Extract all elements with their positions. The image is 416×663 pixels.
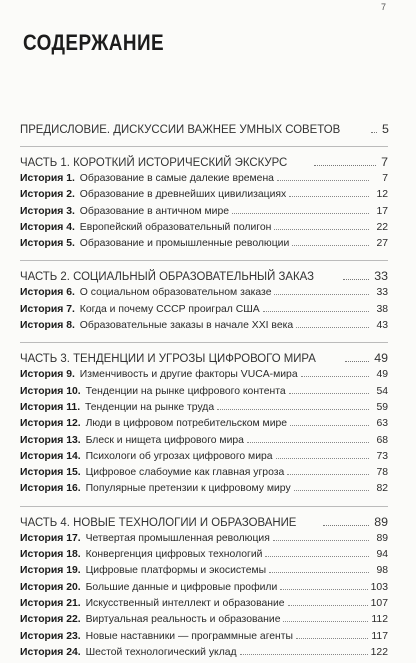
entry-title: Люди в цифровом потребительском мире <box>85 418 288 430</box>
entry-number: История 13. <box>20 434 81 446</box>
entry-number: История 14. <box>20 450 81 462</box>
part-label: ЧАСТЬ 2. СОЦИАЛЬНЫЙ ОБРАЗОВАТЕЛЬНЫЙ ЗАКАЗ <box>20 269 314 284</box>
entry-number: История 15. <box>20 467 81 479</box>
entry-label <box>20 238 289 249</box>
toc-entry <box>20 565 388 581</box>
toc-entry <box>20 598 388 614</box>
entry-title: Искусственный интеллект и образование <box>85 597 285 609</box>
toc-entry <box>20 614 388 630</box>
leader-dots <box>289 393 369 394</box>
entry-title: Конвергенция цифровых технологий <box>85 549 263 561</box>
part-page: 49 <box>374 351 388 366</box>
leader-dots <box>274 294 369 295</box>
entry-number: История 12. <box>20 418 81 430</box>
toc-entry <box>20 647 388 663</box>
section-divider <box>20 342 388 343</box>
entry-page: 33 <box>376 287 388 299</box>
leader-dots <box>273 540 369 541</box>
entry-number: История 6. <box>20 287 75 299</box>
entry-title: Тенденции на рынке труда <box>85 401 215 413</box>
entry-title: Когда и почему СССР проиграл США <box>79 303 260 315</box>
toc-entry <box>20 369 388 385</box>
part-label: ЧАСТЬ 4. НОВЫЕ ТЕХНОЛОГИИ И ОБРАЗОВАНИЕ <box>20 514 297 529</box>
leader-dots <box>296 638 368 639</box>
entry-label <box>20 549 262 560</box>
entry-title: Образование и промышленные революции <box>79 238 290 250</box>
entry-page: 12 <box>376 189 388 201</box>
entry-label <box>20 631 293 642</box>
entry-label <box>20 598 285 609</box>
section-divider <box>20 146 388 147</box>
leader-dots <box>274 229 369 230</box>
running-page-number: 7 <box>380 2 386 12</box>
leader-dots <box>265 556 369 557</box>
leader-dots <box>247 442 369 443</box>
entry-number: История 20. <box>20 581 81 593</box>
leader-dots <box>277 180 369 181</box>
entry-label <box>20 287 271 298</box>
entry-number: История 1. <box>20 173 75 184</box>
toc-entry <box>20 173 388 189</box>
entry-number: История 22. <box>20 614 81 626</box>
toc-entry <box>20 304 388 320</box>
leader-dots <box>292 245 369 246</box>
entry-page: 27 <box>376 238 388 250</box>
entry-page: 38 <box>376 303 388 315</box>
part-label: ЧАСТЬ 1. КОРОТКИЙ ИСТОРИЧЕСКИЙ ЭКСКУРС <box>20 155 288 169</box>
entry-label <box>20 565 266 576</box>
toc-preface <box>20 122 388 140</box>
entry-number: История 23. <box>20 630 81 642</box>
leader-dots <box>288 605 368 606</box>
entry-label <box>20 189 286 200</box>
entry-number: История 4. <box>20 221 75 233</box>
entry-label <box>20 418 287 429</box>
entry-number: История 19. <box>20 565 81 577</box>
entry-title: Цифровые платформы и экосистемы <box>85 565 267 577</box>
entry-number: История 3. <box>20 205 75 217</box>
entry-page: 22 <box>376 221 388 233</box>
entry-page: 63 <box>376 418 388 430</box>
entry-label <box>20 386 286 397</box>
entry-title: Виртуальная реальность и образование <box>85 614 281 626</box>
toc-entry <box>20 320 388 336</box>
leader-dots <box>217 409 369 410</box>
toc-entry <box>20 451 388 467</box>
entry-page: 78 <box>376 467 388 479</box>
toc-entry <box>20 238 388 254</box>
entry-page: 107 <box>370 597 388 609</box>
table-of-contents <box>20 122 388 663</box>
entry-page: 122 <box>370 646 388 658</box>
entry-title: Блеск и нищета цифрового мира <box>85 434 244 446</box>
toc-part <box>20 351 388 369</box>
entry-title: Европейский образовательный полигон <box>79 221 272 233</box>
toc-entry <box>20 467 388 483</box>
toc-entry <box>20 582 388 598</box>
entry-page: 59 <box>376 401 388 413</box>
page-title: СОДЕРЖАНИЕ <box>23 30 165 55</box>
entry-number: История 9. <box>20 369 75 381</box>
entry-label <box>20 614 280 625</box>
entry-label <box>20 467 284 478</box>
leader-dots <box>290 425 369 426</box>
toc-entry <box>20 287 388 303</box>
leader-dots <box>280 589 367 590</box>
leader-dots <box>314 165 377 166</box>
toc-entry <box>20 206 388 222</box>
preface-page: 5 <box>382 122 389 136</box>
entry-number: История 21. <box>20 597 81 609</box>
leader-dots <box>287 474 369 475</box>
entry-page: 54 <box>376 385 388 397</box>
entry-page: 82 <box>376 483 388 495</box>
toc-part <box>20 515 388 533</box>
toc-entry <box>20 189 388 205</box>
entry-title: Изменчивость и другие факторы VUCA-мира <box>79 369 298 381</box>
entry-page: 43 <box>376 320 388 332</box>
entry-page: 94 <box>376 549 388 561</box>
leader-dots <box>276 458 369 459</box>
part-page: 33 <box>374 269 388 284</box>
toc-entry <box>20 631 388 647</box>
toc-entry <box>20 483 388 499</box>
entry-number: История 5. <box>20 238 75 250</box>
leader-dots <box>283 621 368 622</box>
preface-label: ПРЕДИСЛОВИЕ. ДИСКУССИИ ВАЖНЕЕ УМНЫХ СОВЕТОВ <box>20 122 341 136</box>
leader-dots <box>232 213 369 214</box>
entry-page: 112 <box>371 614 388 626</box>
entry-number: История 11. <box>20 401 81 413</box>
part-page: 7 <box>381 155 388 169</box>
entry-label <box>20 369 298 380</box>
toc-entry <box>20 549 388 565</box>
entry-title: Образование в самые далекие времена <box>79 173 274 184</box>
entry-title: Образование в древнейших цивилизациях <box>79 189 287 201</box>
entry-label <box>20 582 277 593</box>
entry-title: Новые наставники — программные агенты <box>85 630 293 642</box>
entry-number: История 24. <box>20 646 81 658</box>
toc-entry <box>20 402 388 418</box>
section-divider <box>20 506 388 507</box>
leader-dots <box>296 327 369 328</box>
toc-entry <box>20 386 388 402</box>
entry-page: 49 <box>376 369 388 381</box>
entry-title: Популярные претензии к цифровому миру <box>85 483 291 495</box>
entry-label <box>20 533 270 544</box>
entry-label <box>20 451 273 462</box>
entry-title: Цифровое слабоумие как главная угроза <box>85 467 285 479</box>
entry-label <box>20 173 274 184</box>
leader-dots <box>345 361 370 362</box>
entry-title: Шестой технологический уклад <box>85 646 237 658</box>
toc-part <box>20 269 388 287</box>
entry-label <box>20 647 237 658</box>
entry-title: Тенденции на рынке цифрового контента <box>85 385 286 397</box>
leader-dots <box>343 279 370 280</box>
entry-label <box>20 206 229 217</box>
toc-part <box>20 155 388 173</box>
toc-entry <box>20 435 388 451</box>
entry-page: 117 <box>371 630 388 642</box>
toc-entry <box>20 533 388 549</box>
leader-dots <box>294 490 369 491</box>
entry-number: История 16. <box>20 483 81 495</box>
leader-dots <box>323 525 369 526</box>
toc-entry <box>20 222 388 238</box>
leader-dots <box>371 132 377 133</box>
entry-title: Образовательные заказы в начале XXI века <box>79 320 294 332</box>
leader-dots <box>269 572 369 573</box>
entry-title: Психологи об угрозах цифрового мира <box>85 450 273 462</box>
leader-dots <box>301 376 369 377</box>
entry-title: О социальном образовательном заказе <box>79 287 272 299</box>
part-page: 89 <box>374 514 388 529</box>
entry-page: 89 <box>376 532 388 544</box>
entry-label <box>20 435 244 446</box>
entry-label <box>20 483 291 494</box>
entry-page: 103 <box>370 581 388 593</box>
entry-label <box>20 320 293 331</box>
leader-dots <box>240 654 368 655</box>
entry-title: Четвертая промышленная революция <box>85 532 270 544</box>
entry-number: История 17. <box>20 532 81 544</box>
entry-title: Образование в античном мире <box>79 205 230 217</box>
entry-number: История 10. <box>20 385 81 397</box>
entry-page: 7 <box>382 173 388 184</box>
entry-page: 68 <box>376 434 388 446</box>
entry-page: 73 <box>376 450 388 462</box>
entry-number: История 18. <box>20 549 81 561</box>
toc-entry <box>20 418 388 434</box>
section-divider <box>20 260 388 261</box>
leader-dots <box>289 196 369 197</box>
entry-page: 17 <box>376 205 388 217</box>
leader-dots <box>263 311 369 312</box>
part-label: ЧАСТЬ 3. ТЕНДЕНЦИИ И УГРОЗЫ ЦИФРОВОГО МИРА <box>20 351 316 366</box>
entry-number: История 7. <box>20 303 75 315</box>
entry-number: История 2. <box>20 189 75 201</box>
entry-label <box>20 402 214 413</box>
entry-page: 98 <box>376 565 388 577</box>
entry-label <box>20 222 271 233</box>
entry-number: История 8. <box>20 320 75 332</box>
entry-label <box>20 304 260 315</box>
entry-title: Большие данные и цифровые профили <box>85 581 278 593</box>
